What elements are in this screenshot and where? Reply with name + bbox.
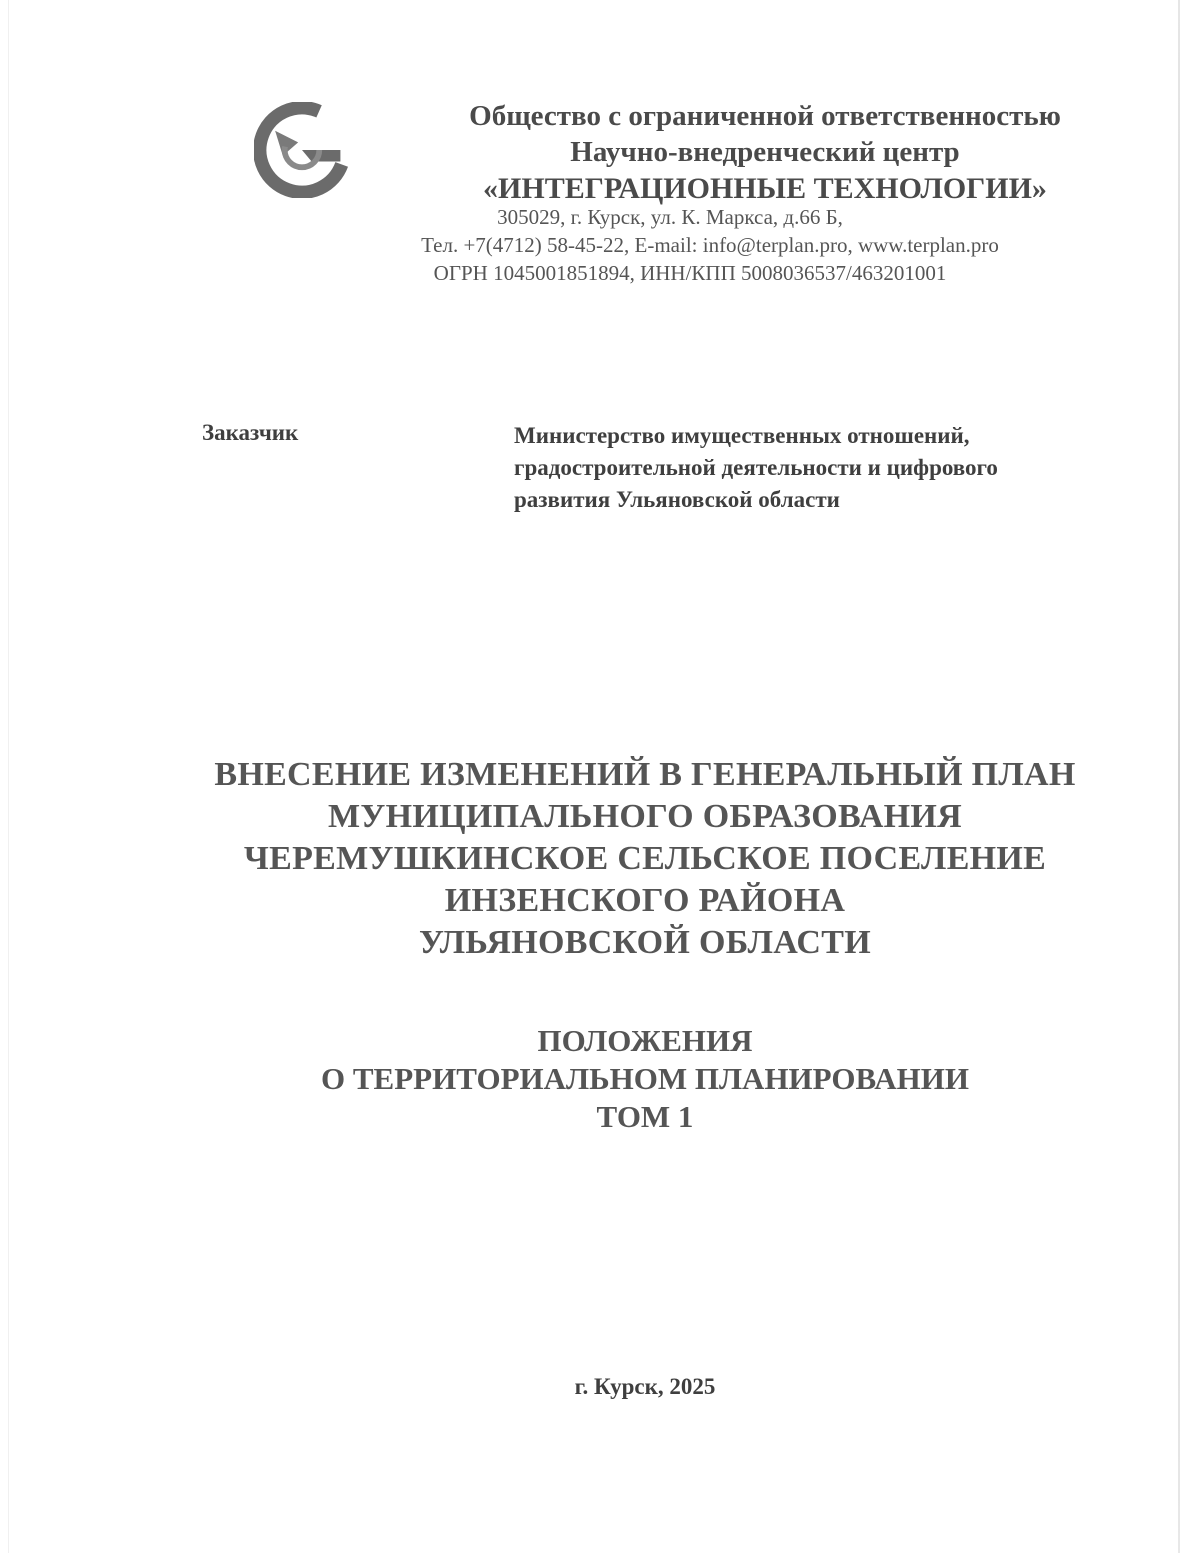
organization-registration: ОГРН 1045001851894, ИНН/КПП 5008036537/463201001 [433, 261, 947, 285]
document-title [140, 754, 1150, 964]
scan-edge-left [8, 0, 9, 1553]
title-line: МУНИЦИПАЛЬНОГО ОБРАЗОВАНИЯ [327, 798, 963, 835]
customer-label: Заказчик [202, 420, 299, 445]
organization-header [330, 98, 1120, 208]
volume-number: ТОМ 1 [596, 1099, 694, 1134]
organization-address: 305029, г. Курск, ул. К. Маркса, д.66 Б, [497, 205, 843, 229]
document-subtitle [140, 1022, 1150, 1136]
organization-name: «ИНТЕГРАЦИОННЫЕ ТЕХНОЛОГИИ» [483, 172, 1047, 205]
title-line: УЛЬЯНОВСКОЙ ОБЛАСТИ [419, 924, 871, 961]
title-line: ВНЕСЕНИЕ ИЗМЕНЕНИЙ В ГЕНЕРАЛЬНЫЙ ПЛАН [214, 756, 1076, 793]
organization-type: Научно-внедренческий центр [570, 136, 960, 168]
customer-line: развития Ульяновской области [514, 487, 840, 512]
subtitle-line: ПОЛОЖЕНИЯ [537, 1023, 753, 1058]
title-line: ИНЗЕНСКОГО РАЙОНА [444, 882, 846, 919]
scan-edge-right [1178, 0, 1180, 1553]
organization-contacts: Тел. +7(4712) 58-45-22, E-mail: info@terplan.pro, www.terplan.pro [421, 233, 999, 257]
title-line: ЧЕРЕМУШКИНСКОЕ СЕЛЬСКОЕ ПОСЕЛЕНИЕ [243, 840, 1047, 877]
customer-line: градостроительной деятельности и цифрового [514, 455, 998, 480]
place-year: г. Курск, 2025 [574, 1374, 716, 1399]
subtitle-line: О ТЕРРИТОРИАЛЬНОМ ПЛАНИРОВАНИИ [321, 1061, 969, 1096]
customer-name [514, 420, 1114, 516]
customer-line: Министерство имущественных отношений, [514, 423, 970, 448]
organization-legal-form: Общество с ограниченной ответственностью [469, 100, 1061, 132]
